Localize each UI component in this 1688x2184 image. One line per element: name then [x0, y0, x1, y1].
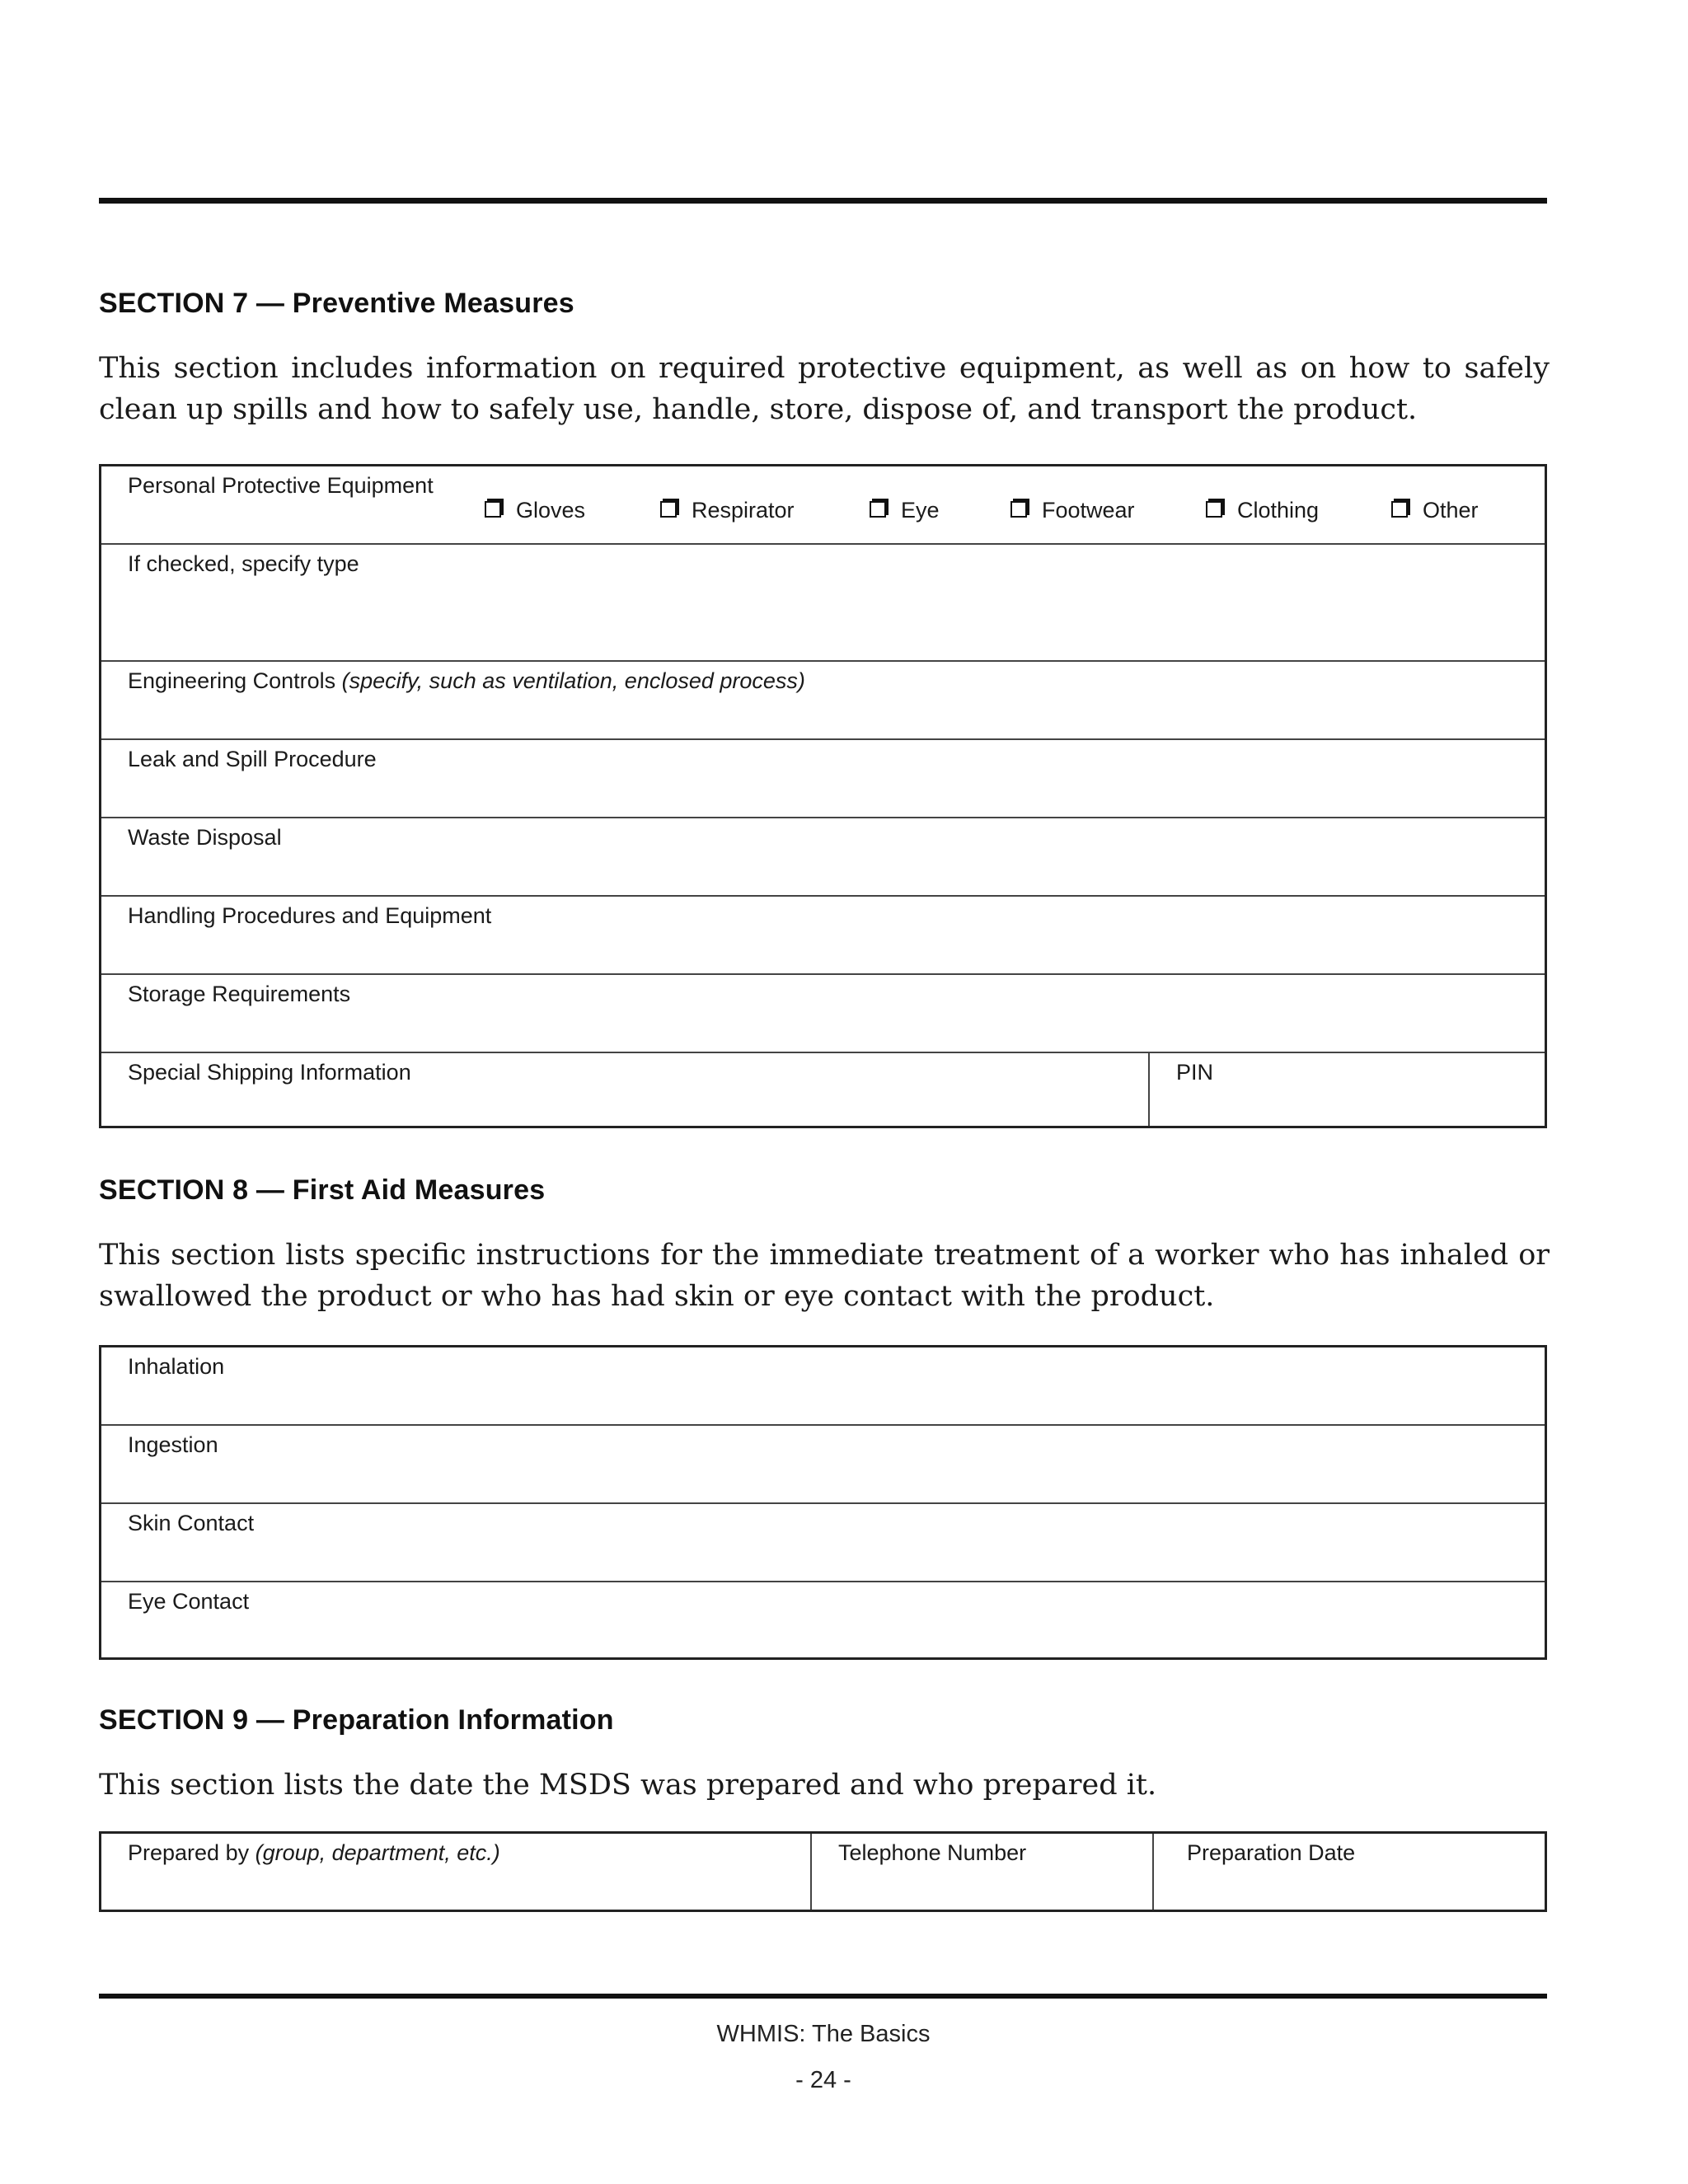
handling-label: Handling Procedures and Equipment: [128, 903, 492, 928]
eye-contact-label: Eye Contact: [128, 1589, 250, 1614]
section-9-form: [99, 1831, 1547, 1912]
leak-spill-field[interactable]: [101, 740, 1545, 818]
telephone-field[interactable]: [810, 1834, 1154, 1910]
preparation-row: [101, 1834, 1545, 1910]
pin-label: PIN: [1176, 1060, 1214, 1085]
specify-type-field[interactable]: [101, 545, 1545, 662]
skin-contact-field[interactable]: [101, 1504, 1545, 1582]
waste-disposal-field[interactable]: [101, 818, 1545, 897]
checkbox-gloves[interactable]: Gloves: [485, 498, 585, 523]
section-7-form: [99, 464, 1547, 1128]
checkbox-icon: [1206, 501, 1222, 518]
waste-disposal-label: Waste Disposal: [128, 825, 282, 850]
inhalation-field[interactable]: [101, 1347, 1545, 1426]
pin-field[interactable]: [1148, 1053, 1545, 1126]
engineering-controls-label: Engineering Controls (specify, such as ventilation, enclosed process): [128, 668, 805, 693]
inhalation-label: Inhalation: [128, 1354, 225, 1379]
eye-contact-field[interactable]: [101, 1582, 1545, 1657]
section-8-form: [99, 1345, 1547, 1660]
storage-label: Storage Requirements: [128, 982, 351, 1006]
section-7-description: This section includes information on required protective equipment, as well as on how to safely clean up spills and how to safely use, handle, store, dispose of, and transport the product.: [99, 352, 1550, 426]
ppe-row: [101, 466, 1545, 545]
section-7-heading: SECTION 7 — Preventive Measures: [99, 288, 574, 319]
skin-contact-label: Skin Contact: [128, 1511, 255, 1535]
shipping-label: Special Shipping Information: [128, 1060, 411, 1085]
page-number: - 24 -: [795, 2067, 851, 2093]
checkbox-clothing[interactable]: Clothing: [1206, 498, 1319, 523]
ingestion-field[interactable]: [101, 1426, 1545, 1504]
section-8-heading: SECTION 8 — First Aid Measures: [99, 1174, 546, 1206]
checkbox-icon: [870, 501, 886, 518]
engineering-controls-field[interactable]: [101, 662, 1545, 740]
footer-title: WHMIS: The Basics: [716, 2021, 931, 2047]
preparation-date-label: Preparation Date: [1187, 1840, 1356, 1865]
prepared-by-field[interactable]: [101, 1834, 810, 1910]
checkbox-eye[interactable]: Eye: [870, 498, 940, 523]
section-9-heading: SECTION 9 — Preparation Information: [99, 1704, 614, 1736]
prepared-by-label: Prepared by (group, department, etc.): [128, 1840, 500, 1865]
checkbox-other[interactable]: Other: [1391, 498, 1479, 523]
checkbox-icon: [1010, 501, 1027, 518]
section-8-description: This section lists specific instructions for the immediate treatment of a worker who has inhaled or swallowed the product or who has had skin or eye contact with the product.: [99, 1239, 1550, 1313]
specify-type-label: If checked, specify type: [128, 551, 359, 576]
section-9-description: This section lists the date the MSDS was prepared and who prepared it.: [99, 1769, 1157, 1802]
checkbox-respirator[interactable]: Respirator: [660, 498, 795, 523]
checkbox-icon: [660, 501, 677, 518]
top-rule: [99, 198, 1547, 204]
checkbox-footwear[interactable]: Footwear: [1010, 498, 1135, 523]
ingestion-label: Ingestion: [128, 1432, 218, 1457]
shipping-row: [101, 1053, 1545, 1126]
preparation-date-field[interactable]: [1152, 1834, 1545, 1910]
leak-spill-label: Leak and Spill Procedure: [128, 747, 377, 771]
bottom-rule: [99, 1994, 1547, 1999]
telephone-label: Telephone Number: [838, 1840, 1027, 1865]
ppe-label: Personal Protective Equipment: [128, 473, 434, 498]
storage-field[interactable]: [101, 975, 1545, 1053]
checkbox-icon: [485, 501, 501, 518]
handling-field[interactable]: [101, 897, 1545, 975]
checkbox-icon: [1391, 501, 1408, 518]
